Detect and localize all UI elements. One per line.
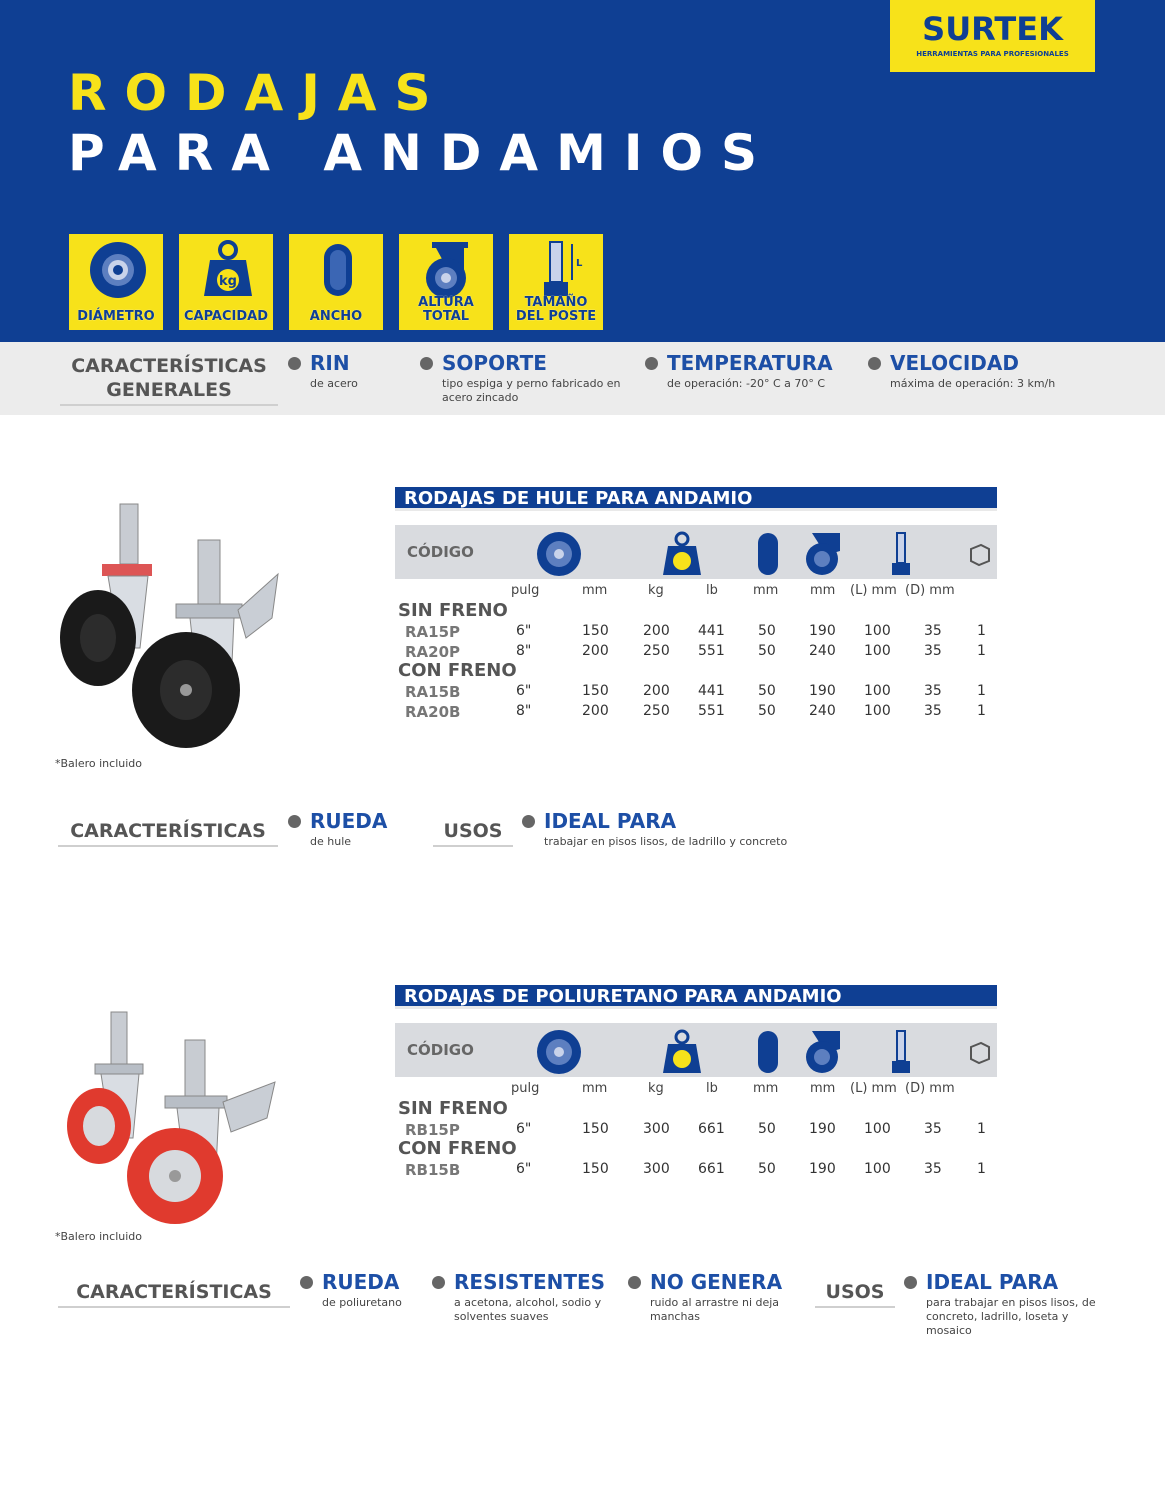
bullet-icon (288, 357, 301, 370)
cell-d: 35 (924, 1121, 942, 1137)
cell-pulg: 6" (516, 683, 532, 699)
usos-ideal-hule (522, 810, 842, 849)
svg-text:kg: kg (219, 274, 237, 289)
cell-lb: 661 (698, 1161, 725, 1177)
brand-name: SURTEK (922, 10, 1063, 48)
feature-text: tipo espiga y perno fabricado en acero zincado (442, 377, 621, 404)
cell-ancho: 50 (758, 1161, 776, 1177)
rubber-caster-image (50, 498, 290, 753)
features-label-text: CARACTERÍSTICAS (70, 820, 266, 842)
group-sin-freno: SIN FRENO (398, 600, 508, 621)
cell-qty: 1 (977, 1121, 986, 1137)
table-title: RODAJAS DE POLIURETANO PARA ANDAMIO (395, 985, 997, 1009)
brand-tagline: HERRAMIENTAS PARA PROFESIONALES (916, 50, 1069, 58)
feature-rin (288, 352, 408, 391)
cell-lb: 441 (698, 683, 725, 699)
cell-kg: 200 (643, 683, 670, 699)
unit-label: pulg (511, 583, 540, 598)
feature-title: RESISTENTES (454, 1270, 606, 1294)
unit-label: lb (706, 583, 718, 598)
group-sin-freno: SIN FRENO (398, 1098, 508, 1119)
feature-title: RUEDA (322, 1270, 400, 1294)
cell-mm: 200 (582, 703, 609, 719)
feature-title: NO GENERA (650, 1270, 783, 1294)
bullet-icon (522, 815, 535, 828)
tile-tamano-poste (507, 232, 605, 332)
feature-soporte (420, 352, 640, 405)
caster-height-icon (800, 1029, 846, 1075)
feature-title: VELOCIDAD (890, 351, 1019, 375)
cell-kg: 250 (643, 643, 670, 659)
tile-ancho (287, 232, 385, 332)
bearing-note: *Balero incluido (55, 757, 142, 770)
cell-qty: 1 (977, 643, 986, 659)
cell-kg: 250 (643, 703, 670, 719)
cell-l: 100 (864, 1161, 891, 1177)
cell-d: 35 (924, 643, 942, 659)
caster-height-icon (418, 240, 478, 300)
unit-label: kg (648, 1081, 664, 1096)
product-code: RB15B (405, 1161, 461, 1179)
feature-title: SOPORTE (442, 351, 547, 375)
cell-ancho: 50 (758, 623, 776, 639)
cell-lb: 661 (698, 1121, 725, 1137)
unit-label: (L) mm (850, 1081, 897, 1096)
features-label-hule (58, 819, 278, 847)
feature-rueda-poli (300, 1271, 425, 1310)
cell-pulg: 6" (516, 1121, 532, 1137)
feature-text: de operación: -20° C a 70° C (667, 377, 826, 390)
table-row (395, 1119, 997, 1139)
cell-qty: 1 (977, 683, 986, 699)
cell-d: 35 (924, 623, 942, 639)
table-row (395, 1159, 997, 1179)
table-row (395, 641, 997, 661)
bullet-icon (645, 357, 658, 370)
cell-kg: 300 (643, 1161, 670, 1177)
cell-l: 100 (864, 683, 891, 699)
feature-temperatura (645, 352, 860, 391)
tile-capacidad (177, 232, 275, 332)
cell-pulg: 8" (516, 643, 532, 659)
features-label-text: CARACTERÍSTICAS (76, 1281, 272, 1303)
usos-label-text: USOS (443, 820, 503, 842)
feature-title: RIN (310, 351, 350, 375)
cell-pulg: 6" (516, 1161, 532, 1177)
feature-title: TEMPERATURA (667, 351, 833, 375)
feature-velocidad (868, 352, 1098, 391)
cell-l: 100 (864, 703, 891, 719)
table-hule (395, 487, 997, 721)
cell-d: 35 (924, 1161, 942, 1177)
cell-pulg: 6" (516, 623, 532, 639)
bullet-icon (628, 1276, 641, 1289)
feature-rueda-hule (288, 810, 418, 849)
code-column-header: CÓDIGO (407, 543, 474, 561)
label-underline (815, 1306, 895, 1308)
label-underline (433, 845, 513, 847)
table-header (395, 1023, 997, 1077)
tile-altura (397, 232, 495, 332)
code-column-header: CÓDIGO (407, 1041, 474, 1059)
unit-label: pulg (511, 1081, 540, 1096)
group-con-freno: CON FRENO (398, 1138, 517, 1159)
unit-label: (L) mm (850, 583, 897, 598)
usos-label-hule (433, 819, 513, 847)
feature-text: trabajar en pisos lisos, de ladrillo y concreto (544, 835, 788, 848)
table-row (395, 621, 997, 641)
cell-altura: 190 (809, 683, 836, 699)
cell-altura: 190 (809, 1161, 836, 1177)
cell-kg: 300 (643, 1121, 670, 1137)
cell-altura: 240 (809, 703, 836, 719)
cell-mm: 150 (582, 683, 609, 699)
feature-resistentes (432, 1271, 622, 1324)
tile-label: DIÁMETRO (77, 309, 155, 324)
box-quantity-icon (967, 1029, 991, 1075)
group-con-freno: CON FRENO (398, 660, 517, 681)
general-features-label (60, 354, 278, 406)
unit-label: (D) mm (905, 1081, 955, 1096)
bullet-icon (300, 1276, 313, 1289)
tile-label: ANCHO (309, 309, 363, 324)
caster-height-icon (800, 531, 846, 577)
product-code: RA20B (405, 703, 461, 721)
cell-qty: 1 (977, 1161, 986, 1177)
feature-title: RUEDA (310, 809, 388, 833)
table-row (395, 701, 997, 721)
bullet-icon (868, 357, 881, 370)
bullet-icon (432, 1276, 445, 1289)
cell-qty: 1 (977, 623, 986, 639)
label-underline (58, 845, 278, 847)
wheel-diameter-icon (88, 240, 148, 300)
usos-ideal-poli (904, 1271, 1104, 1338)
svg-text:L: L (576, 258, 583, 269)
cell-d: 35 (924, 703, 942, 719)
cell-ancho: 50 (758, 683, 776, 699)
table-header (395, 525, 997, 579)
tile-label: ALTURA TOTAL (418, 295, 474, 324)
feature-text: máxima de operación: 3 km/h (890, 377, 1056, 390)
header-band (0, 0, 1165, 342)
product-code: RB15P (405, 1121, 460, 1139)
cell-mm: 150 (582, 1161, 609, 1177)
unit-label: (D) mm (905, 583, 955, 598)
cell-pulg: 8" (516, 703, 532, 719)
unit-label: mm (810, 583, 836, 598)
feature-text: de acero (310, 377, 358, 390)
usos-label-text: USOS (825, 1281, 885, 1303)
general-label-line1: CARACTERÍSTICAS (71, 355, 267, 377)
wheel-width-icon (753, 531, 783, 577)
cell-l: 100 (864, 643, 891, 659)
feature-text: a acetona, alcohol, sodio y solventes suaves (454, 1296, 602, 1323)
cell-l: 100 (864, 623, 891, 639)
cell-ancho: 50 (758, 1121, 776, 1137)
features-label-poli (58, 1280, 290, 1308)
tile-label: CAPACIDAD (183, 309, 269, 324)
cell-altura: 240 (809, 643, 836, 659)
unit-label: mm (582, 583, 608, 598)
label-underline (60, 404, 278, 406)
unit-label: mm (753, 583, 779, 598)
kg-weight-icon (660, 531, 704, 577)
cell-ancho: 50 (758, 703, 776, 719)
bullet-icon (904, 1276, 917, 1289)
post-size-icon (887, 531, 921, 577)
product-code: RA15B (405, 683, 461, 701)
unit-label: kg (648, 583, 664, 598)
unit-label: lb (706, 1081, 718, 1096)
bullet-icon (288, 815, 301, 828)
feature-title: IDEAL PARA (544, 809, 677, 833)
table-poliuretano (395, 985, 997, 1179)
page-title-line2: PARA ANDAMIOS (68, 124, 775, 182)
cell-qty: 1 (977, 703, 986, 719)
general-label-line2: GENERALES (106, 379, 232, 401)
surtek-logo (890, 0, 1095, 72)
table-title: RODAJAS DE HULE PARA ANDAMIO (395, 487, 997, 511)
unit-label: mm (810, 1081, 836, 1096)
units-row (395, 579, 997, 601)
wheel-diameter-icon (535, 1029, 583, 1075)
feature-title: IDEAL PARA (926, 1270, 1059, 1294)
feature-text: de poliuretano (322, 1296, 402, 1309)
wheel-width-icon (308, 240, 368, 300)
cell-lb: 551 (698, 643, 725, 659)
units-row (395, 1077, 997, 1099)
product-code: RA20P (405, 643, 461, 661)
cell-kg: 200 (643, 623, 670, 639)
cell-l: 100 (864, 1121, 891, 1137)
bearing-note: *Balero incluido (55, 1230, 142, 1243)
polyurethane-caster-image (55, 1008, 290, 1228)
cell-mm: 200 (582, 643, 609, 659)
general-features-band (0, 342, 1165, 415)
cell-mm: 150 (582, 623, 609, 639)
unit-label: mm (582, 1081, 608, 1096)
cell-lb: 551 (698, 703, 725, 719)
feature-text: para trabajar en pisos lisos, de concreto, ladrillo, loseta y mosaico (926, 1296, 1096, 1337)
cell-lb: 441 (698, 623, 725, 639)
unit-label: mm (753, 1081, 779, 1096)
cell-mm: 150 (582, 1121, 609, 1137)
tile-diametro (67, 232, 165, 332)
bullet-icon (420, 357, 433, 370)
feature-text: de hule (310, 835, 352, 848)
kg-weight-icon (198, 240, 258, 300)
cell-ancho: 50 (758, 643, 776, 659)
cell-d: 35 (924, 683, 942, 699)
post-size-icon (528, 240, 588, 300)
cell-altura: 190 (809, 623, 836, 639)
page-title-line1: RODAJAS (68, 64, 449, 122)
post-size-icon (887, 1029, 921, 1075)
feature-no-genera (628, 1271, 803, 1324)
kg-weight-icon (660, 1029, 704, 1075)
box-quantity-icon (967, 531, 991, 577)
label-underline (58, 1306, 290, 1308)
cell-altura: 190 (809, 1121, 836, 1137)
feature-text: ruido al arrastre ni deja manchas (650, 1296, 780, 1323)
tile-label: TAMAÑO DEL POSTE (515, 295, 597, 324)
table-row (395, 681, 997, 701)
wheel-diameter-icon (535, 531, 583, 577)
wheel-width-icon (753, 1029, 783, 1075)
usos-label-poli (815, 1280, 895, 1308)
product-code: RA15P (405, 623, 461, 641)
